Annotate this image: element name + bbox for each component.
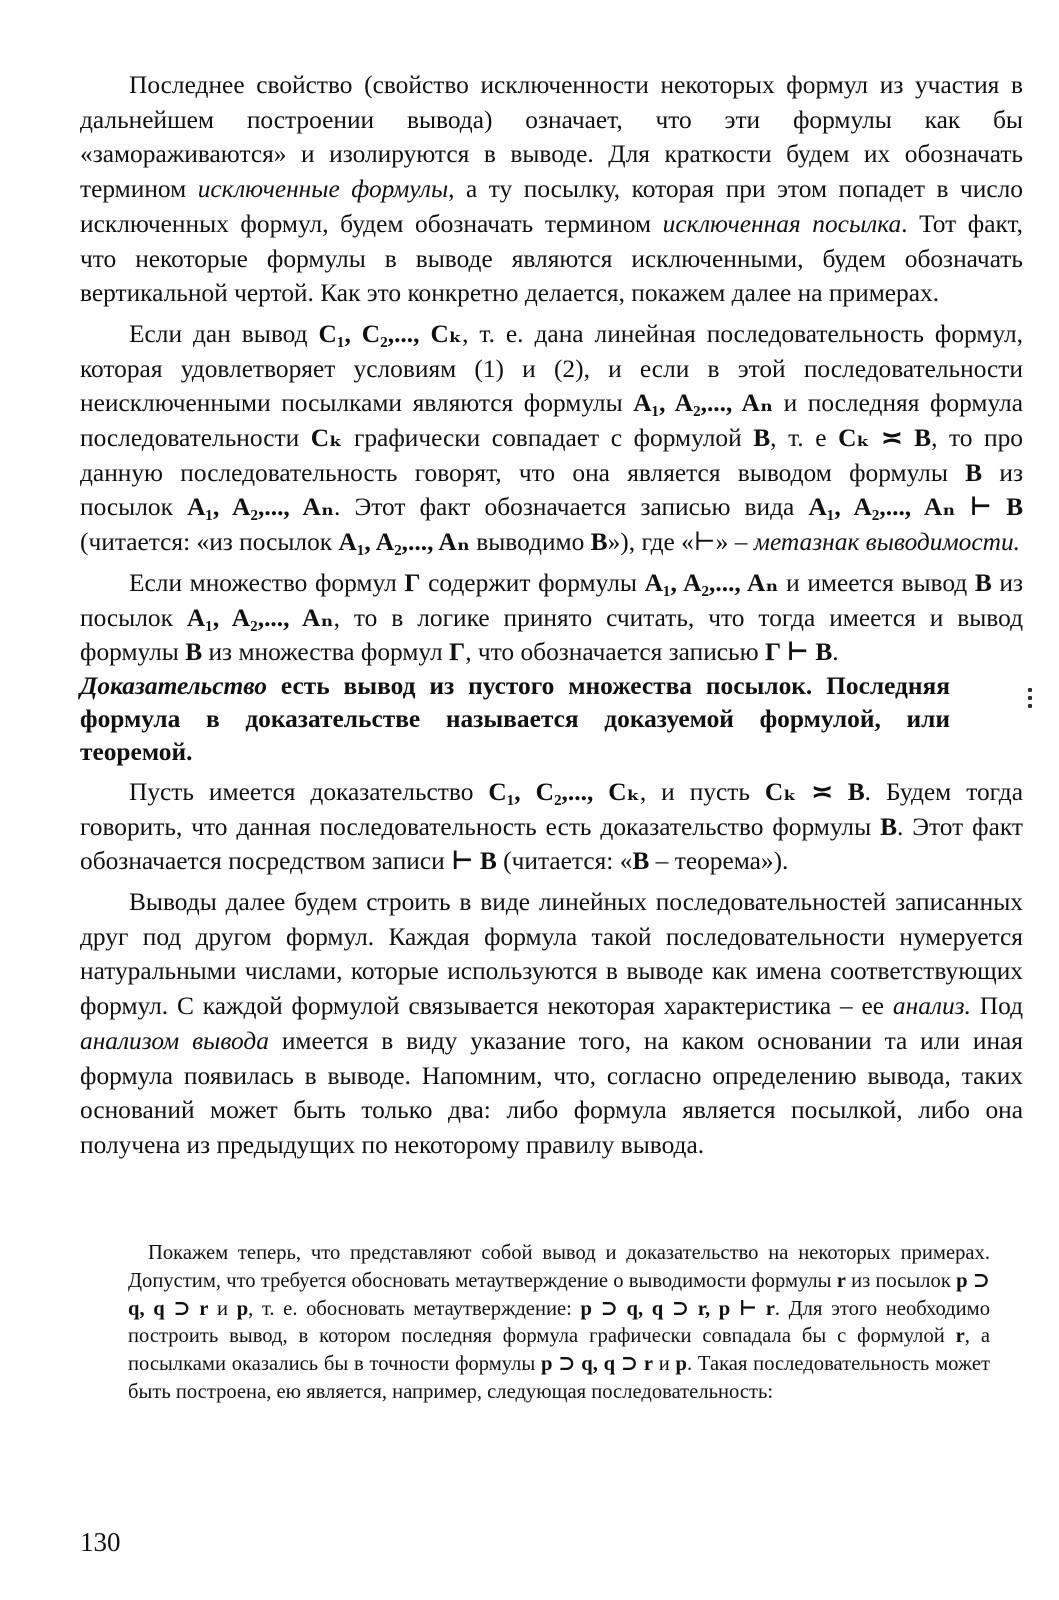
text-run: из посылок: [845, 1269, 957, 1292]
text-run: из посылок: [80, 458, 1023, 522]
text-run: .: [832, 638, 839, 667]
term-excluded-premise: исключенная посылка: [662, 209, 902, 238]
formula: Cₖ ≍ B: [838, 424, 932, 453]
text-run: Пусть имеется доказательство: [129, 777, 489, 806]
text-run: и последняя формула последовательности: [80, 389, 1024, 453]
text-run: графически совпадает с формулой: [342, 424, 754, 453]
text-run: , т. е: [770, 424, 839, 453]
text-run: (читается: «: [496, 847, 633, 876]
text-run: содержит формулы: [420, 568, 645, 597]
formula: C₁, C₂,..., Cₖ: [318, 319, 463, 348]
formula: r: [955, 1325, 965, 1348]
term-derivability-metasign: метазнак выводимости.: [753, 528, 1021, 557]
formula: p ⊃ q, q ⊃ r: [541, 1353, 653, 1376]
term-analysis: анализ.: [892, 992, 971, 1021]
paragraph-6: [128, 1240, 990, 1407]
formula: C₁, C₂,..., Cₖ: [488, 777, 640, 806]
term-derivation-analysis: анализом вывода: [80, 1026, 269, 1055]
small-print-paragraph: [128, 1240, 990, 1407]
formula: ⊢ B: [451, 847, 497, 876]
text-run: , что обозначается записью: [465, 638, 765, 667]
formula: Cₖ: [310, 424, 343, 453]
formula: B: [974, 568, 992, 597]
paragraph-5: [80, 885, 1023, 1163]
formula: A₁, A₂,..., Aₙ: [338, 528, 470, 557]
margin-dots: [1028, 688, 1032, 708]
formula: Cₖ ≍ B: [764, 777, 865, 806]
formula: B: [590, 528, 608, 557]
text-run: , то в логике принято считать, что тогда имеется и вывод формулы: [80, 603, 1024, 667]
text-run: Покажем теперь, что представляют собой вывод и доказательство на некоторых примерах. Допустим, что требуется обосновать метаутверждение о выводимости формулы: [128, 1242, 990, 1292]
margin-dot: [1028, 688, 1032, 692]
text-run: из множества формул: [202, 638, 450, 667]
formula: A₁, A₂,..., Aₙ: [644, 568, 779, 597]
text-run: , т. е. обосновать метаутверждение:: [248, 1297, 581, 1320]
formula: Γ: [404, 568, 421, 597]
text-run: Выводы далее будем строить в виде линейных последовательностей записанных друг под другом формул. Каждая формула такой последовательности нумеруется натуральными числами, которые используются в выводе как имена соответствующих формул. С каждой формулой связывается некоторая характеристика – ее: [80, 888, 1023, 1021]
formula: Γ ⊢ B: [764, 638, 833, 667]
text-run: . Будем тогда говорить, что данная последовательность есть доказательство формулы: [80, 777, 1023, 841]
paragraph-4: [80, 775, 1023, 879]
formula: B: [880, 812, 898, 841]
margin-dot: [1028, 696, 1032, 700]
formula: B: [753, 424, 771, 453]
formula: A₁, A₂,..., Aₙ: [186, 603, 334, 632]
text-run: выводимо: [469, 528, 591, 557]
text-run: . Этот факт обозначается записью вида: [334, 493, 809, 522]
text-run: . Этот факт обозначается посредством записи: [80, 812, 1024, 876]
paragraph-1: [80, 68, 1023, 311]
formula: B: [185, 638, 203, 667]
text-run: и: [208, 1297, 237, 1320]
text-run: , а посылками оказались бы в точности формулы: [128, 1325, 990, 1376]
formula: p ⊃ q, q ⊃ r, p ⊢ r: [580, 1297, 775, 1320]
text-run: , а ту посылку, которая при этом попадет в число исключенных формул, будем обозначать термином: [80, 175, 1023, 238]
formula: p ⊃ q, q ⊃ r: [128, 1269, 991, 1320]
paragraph-2: [80, 317, 1023, 560]
text-run: , т. е. дана линейная последовательность формул, которая удовлетворяет условиям (1) и (2), и если в этой последовательности неисключенными посылками являются формулы: [80, 319, 1024, 418]
text-run: »), где «⊢» –: [607, 528, 754, 557]
formula: Γ: [449, 638, 466, 667]
text-run: , то про данную последовательность говорят, что она является выводом формулы: [80, 424, 1023, 487]
text-run: Под: [970, 992, 1023, 1021]
text-run: . Тот факт, что некоторые формулы в выводе являются исключенными, будем обозначать вертикальной чертой. Как это конкретно делается, покажем далее на примерах.: [80, 209, 1024, 308]
text-run: имеется в виду указание того, на каком основании та или иная формула появилась в выводе. Напомним, что, согласно определению вывода, таких оснований может быть только два: либо формула является посылкой, либо она получена из предыдущих по некоторому правилу вывода.: [80, 1026, 1023, 1159]
text-run: – теорема»).: [649, 847, 789, 876]
text-run: . Для этого необходимо построить вывод, в котором последняя формула графически совпадала бы с формулой: [128, 1297, 990, 1348]
formula: B: [632, 847, 650, 876]
formula: r: [836, 1269, 846, 1292]
margin-dot: [1028, 704, 1032, 708]
text-run: Если дан вывод: [129, 319, 319, 348]
formula: A₁, A₂,..., Aₙ: [187, 493, 335, 522]
term-excluded-formulas: исключенные формулы: [197, 175, 449, 204]
definition-block: [80, 670, 950, 769]
paragraph-3: [80, 566, 1023, 670]
formula: p: [675, 1353, 687, 1376]
main-text: [80, 68, 1023, 1169]
formula: A₁, A₂,..., Aₙ ⊢ B: [808, 493, 1024, 522]
definition-text: есть вывод из пустого множества посылок. Последняя формула в доказательстве называется доказуемой формулой, или теоремой.: [80, 671, 950, 766]
text-run: (читается: «из посылок: [80, 528, 339, 557]
formula: p: [236, 1297, 249, 1320]
formula: B: [965, 458, 983, 487]
text-run: Если множество формул: [129, 568, 405, 597]
text-run: . Такая последовательность может быть построена, ею является, например, следующая последовательность:: [128, 1353, 990, 1403]
text-run: и: [652, 1353, 676, 1376]
text-run: Последнее свойство (свойство исключенности некоторых формул из участия в дальнейшем построении вывода) означает, что эти формулы как бы «замораживаются» и изолируются в выводе. Для краткости будем их обозначать термином: [80, 71, 1023, 204]
definition-term: Доказательство: [80, 671, 267, 700]
text-run: из посылок: [80, 568, 1024, 632]
page-number: 130: [80, 1527, 121, 1557]
text-run: и имеется вывод: [778, 568, 975, 597]
formula: A₁, A₂,..., Aₙ: [633, 389, 774, 418]
text-run: , и пусть: [639, 777, 765, 806]
